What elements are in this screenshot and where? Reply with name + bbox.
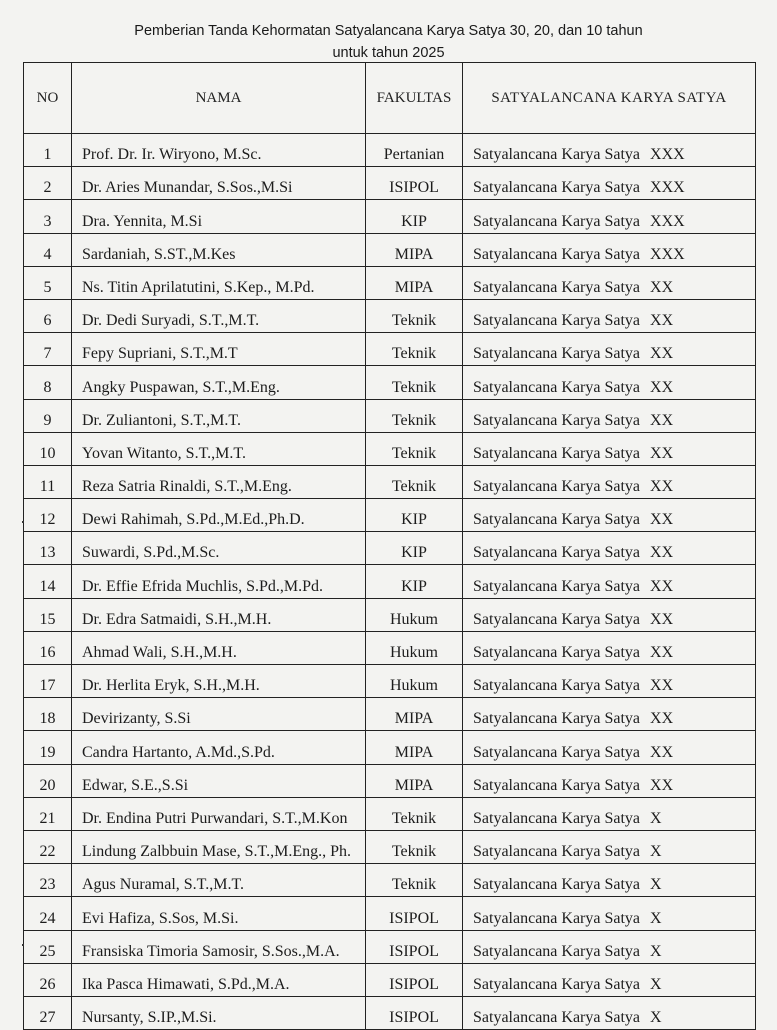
award-name: Satyalancana Karya Satya (473, 146, 641, 164)
award-grade: XX (650, 677, 674, 695)
award-name: Satyalancana Karya Satya (473, 942, 641, 960)
header-nama: NAMA (72, 63, 366, 134)
row-fakultas: Hukum (366, 631, 463, 664)
row-award (463, 665, 756, 698)
award-grade: XX (650, 378, 674, 396)
award-grade: X (650, 942, 662, 960)
header-no: NO (24, 63, 72, 134)
table-header-row (24, 63, 756, 134)
row-no: 22 (24, 830, 72, 863)
row-no: 15 (24, 598, 72, 631)
row-award (463, 399, 756, 432)
award-grade: XX (650, 478, 674, 496)
award-name: Satyalancana Karya Satya (473, 843, 641, 861)
row-fakultas: ISIPOL (366, 930, 463, 963)
award-name: Satyalancana Karya Satya (473, 644, 641, 661)
row-nama: Prof. Dr. Ir. Wiryono, M.Sc. (72, 134, 366, 167)
row-no: 11 (24, 465, 72, 498)
row-nama: Evi Hafiza, S.Sos, M.Si. (72, 897, 366, 930)
row-no: 17 (24, 665, 72, 698)
row-fakultas: Teknik (366, 830, 463, 863)
row-fakultas: KIP (366, 200, 463, 233)
row-no: 27 (24, 996, 72, 1029)
row-no: 13 (24, 532, 72, 565)
table-row (24, 731, 756, 764)
row-nama: Lindung Zalbbuin Mase, S.T.,M.Eng., Ph. (72, 830, 366, 863)
award-name: Satyalancana Karya Satya (473, 876, 641, 894)
row-no: 18 (24, 698, 72, 731)
row-nama: Candra Hartanto, A.Md.,S.Pd. (72, 731, 366, 764)
row-no: 24 (24, 897, 72, 930)
award-recipients-table (23, 62, 756, 1030)
table-row (24, 598, 756, 631)
award-grade: XX (650, 511, 674, 529)
row-fakultas: Teknik (366, 299, 463, 332)
award-name: Satyalancana Karya Satya (473, 312, 641, 330)
table-row (24, 930, 756, 963)
table-row (24, 830, 756, 863)
row-fakultas: Teknik (366, 366, 463, 399)
row-no: 19 (24, 731, 72, 764)
row-no: 3 (24, 200, 72, 233)
row-nama: Dr. Endina Putri Purwandari, S.T.,M.Kon (72, 797, 366, 830)
award-name: Satyalancana Karya Satya (473, 809, 641, 827)
row-award (463, 830, 756, 863)
row-no: 1 (24, 134, 72, 167)
table-row (24, 233, 756, 266)
row-nama: Dr. Effie Efrida Muchlis, S.Pd.,M.Pd. (72, 565, 366, 598)
award-name: Satyalancana Karya Satya (473, 577, 641, 595)
row-fakultas: ISIPOL (366, 996, 463, 1029)
row-award (463, 996, 756, 1029)
award-name: Satyalancana Karya Satya (473, 278, 641, 296)
award-grade: XX (650, 345, 674, 363)
row-award (463, 333, 756, 366)
row-nama: Nursanty, S.IP.,M.Si. (72, 996, 366, 1029)
row-award (463, 432, 756, 465)
row-award (463, 731, 756, 764)
table-body (24, 134, 756, 1030)
title-line-2: untuk tahun 2025 (332, 45, 445, 61)
table-row (24, 333, 756, 366)
row-fakultas: Teknik (366, 465, 463, 498)
award-grade: XXX (650, 146, 685, 164)
award-name: Satyalancana Karya Satya (473, 345, 641, 363)
award-name: Satyalancana Karya Satya (473, 478, 641, 496)
award-grade: XX (650, 411, 674, 429)
row-no: 26 (24, 963, 72, 996)
row-nama: Yovan Witanto, S.T.,M.T. (72, 432, 366, 465)
table-row (24, 698, 756, 731)
award-grade: X (650, 975, 662, 993)
table-row (24, 299, 756, 332)
row-no: 4 (24, 233, 72, 266)
row-no: 6 (24, 299, 72, 332)
table-row (24, 134, 756, 167)
award-name: Satyalancana Karya Satya (473, 212, 641, 230)
row-award (463, 167, 756, 200)
row-nama: Agus Nuramal, S.T.,M.T. (72, 864, 366, 897)
award-grade: XX (650, 444, 674, 462)
award-name: Satyalancana Karya Satya (473, 179, 641, 197)
award-grade: X (650, 843, 662, 861)
row-award (463, 299, 756, 332)
row-award (463, 930, 756, 963)
award-grade: XX (650, 577, 674, 595)
row-fakultas: KIP (366, 499, 463, 532)
row-fakultas: Teknik (366, 399, 463, 432)
row-award (463, 631, 756, 664)
table-row (24, 897, 756, 930)
row-no: 21 (24, 797, 72, 830)
award-grade: XXX (650, 212, 685, 230)
row-nama: Reza Satria Rinaldi, S.T.,M.Eng. (72, 465, 366, 498)
award-name: Satyalancana Karya Satya (473, 378, 641, 396)
award-grade: X (650, 909, 662, 927)
row-no: 12 (24, 499, 72, 532)
award-grade: XXX (650, 179, 685, 197)
table-row (24, 764, 756, 797)
row-award (463, 565, 756, 598)
award-grade: XX (650, 544, 674, 562)
row-nama: Edwar, S.E.,S.Si (72, 764, 366, 797)
award-grade: XXX (650, 245, 685, 263)
row-fakultas: MIPA (366, 233, 463, 266)
row-fakultas: Teknik (366, 797, 463, 830)
header-fakultas: FAKULTAS (366, 63, 463, 134)
row-nama: Devirizanty, S.Si (72, 698, 366, 731)
row-nama: Fransiska Timoria Samosir, S.Sos.,M.A. (72, 930, 366, 963)
table-row (24, 996, 756, 1029)
row-nama: Ika Pasca Himawati, S.Pd.,M.A. (72, 963, 366, 996)
row-nama: Dr. Edra Satmaidi, S.H.,M.H. (72, 598, 366, 631)
award-name: Satyalancana Karya Satya (473, 909, 641, 927)
row-award (463, 266, 756, 299)
row-nama: Fepy Supriani, S.T.,M.T (72, 333, 366, 366)
award-name: Satyalancana Karya Satya (473, 743, 641, 761)
table-row (24, 399, 756, 432)
table-row (24, 963, 756, 996)
table-row (24, 266, 756, 299)
award-grade: XX (650, 776, 674, 794)
table-row (24, 499, 756, 532)
award-name: Satyalancana Karya Satya (473, 544, 641, 562)
award-grade: XX (650, 644, 674, 661)
row-no: 2 (24, 167, 72, 200)
row-nama: Ahmad Wali, S.H.,M.H. (72, 631, 366, 664)
row-nama: Dr. Zuliantoni, S.T.,M.T. (72, 399, 366, 432)
award-grade: X (650, 809, 662, 827)
row-no: 10 (24, 432, 72, 465)
award-name: Satyalancana Karya Satya (473, 975, 641, 993)
row-fakultas: KIP (366, 565, 463, 598)
award-name: Satyalancana Karya Satya (473, 610, 641, 628)
row-nama: Ns. Titin Aprilatutini, S.Kep., M.Pd. (72, 266, 366, 299)
table-row (24, 200, 756, 233)
row-nama: Sardaniah, S.ST.,M.Kes (72, 233, 366, 266)
row-no: 7 (24, 333, 72, 366)
award-name: Satyalancana Karya Satya (473, 511, 641, 529)
table-row (24, 366, 756, 399)
award-name: Satyalancana Karya Satya (473, 245, 641, 263)
row-nama: Angky Puspawan, S.T.,M.Eng. (72, 366, 366, 399)
award-grade: XX (650, 710, 674, 728)
row-fakultas: ISIPOL (366, 963, 463, 996)
row-nama: Dr. Aries Munandar, S.Sos.,M.Si (72, 167, 366, 200)
row-fakultas: Teknik (366, 432, 463, 465)
row-no: 23 (24, 864, 72, 897)
award-name: Satyalancana Karya Satya (473, 444, 641, 462)
row-award (463, 698, 756, 731)
title-line-1: Pemberian Tanda Kehormatan Satyalancana Karya Satya 30, 20, dan 10 tahun (134, 23, 643, 39)
row-fakultas: Hukum (366, 598, 463, 631)
row-fakultas: ISIPOL (366, 897, 463, 930)
award-grade: XX (650, 278, 674, 296)
table-row (24, 864, 756, 897)
row-award (463, 797, 756, 830)
row-award (463, 864, 756, 897)
row-award (463, 366, 756, 399)
row-nama: Dewi Rahimah, S.Pd.,M.Ed.,Ph.D. (72, 499, 366, 532)
award-name: Satyalancana Karya Satya (473, 677, 641, 695)
row-fakultas: Hukum (366, 665, 463, 698)
row-fakultas: ISIPOL (366, 167, 463, 200)
award-grade: X (650, 1009, 662, 1027)
row-nama: Dra. Yennita, M.Si (72, 200, 366, 233)
row-award (463, 233, 756, 266)
table-row (24, 565, 756, 598)
table-row (24, 631, 756, 664)
row-nama: Dr. Dedi Suryadi, S.T.,M.T. (72, 299, 366, 332)
row-fakultas: KIP (366, 532, 463, 565)
award-grade: XX (650, 610, 674, 628)
award-grade: X (650, 876, 662, 894)
row-award (463, 764, 756, 797)
table-row (24, 465, 756, 498)
document-title (0, 20, 777, 64)
row-fakultas: Teknik (366, 864, 463, 897)
row-award (463, 134, 756, 167)
row-award (463, 499, 756, 532)
row-fakultas: MIPA (366, 698, 463, 731)
row-nama: Suwardi, S.Pd.,M.Sc. (72, 532, 366, 565)
row-no: 20 (24, 764, 72, 797)
row-fakultas: Pertanian (366, 134, 463, 167)
award-grade: XX (650, 743, 674, 761)
row-no: 8 (24, 366, 72, 399)
award-name: Satyalancana Karya Satya (473, 776, 641, 794)
row-no: 25 (24, 930, 72, 963)
row-award (463, 963, 756, 996)
row-no: 5 (24, 266, 72, 299)
row-nama: Dr. Herlita Eryk, S.H.,M.H. (72, 665, 366, 698)
row-no: 16 (24, 631, 72, 664)
row-no: 14 (24, 565, 72, 598)
row-award (463, 532, 756, 565)
award-name: Satyalancana Karya Satya (473, 710, 641, 728)
table-row (24, 167, 756, 200)
row-fakultas: MIPA (366, 764, 463, 797)
table-row (24, 532, 756, 565)
table-row (24, 665, 756, 698)
award-name: Satyalancana Karya Satya (473, 1009, 641, 1027)
scan-speck (22, 521, 24, 523)
row-fakultas: MIPA (366, 731, 463, 764)
award-grade: XX (650, 312, 674, 330)
row-award (463, 897, 756, 930)
award-name: Satyalancana Karya Satya (473, 411, 641, 429)
row-award (463, 465, 756, 498)
row-fakultas: MIPA (366, 266, 463, 299)
row-fakultas: Teknik (366, 333, 463, 366)
row-no: 9 (24, 399, 72, 432)
scan-speck (22, 944, 24, 946)
table-row (24, 432, 756, 465)
header-award: SATYALANCANA KARYA SATYA (463, 63, 756, 134)
row-award (463, 598, 756, 631)
row-award (463, 200, 756, 233)
table-row (24, 797, 756, 830)
